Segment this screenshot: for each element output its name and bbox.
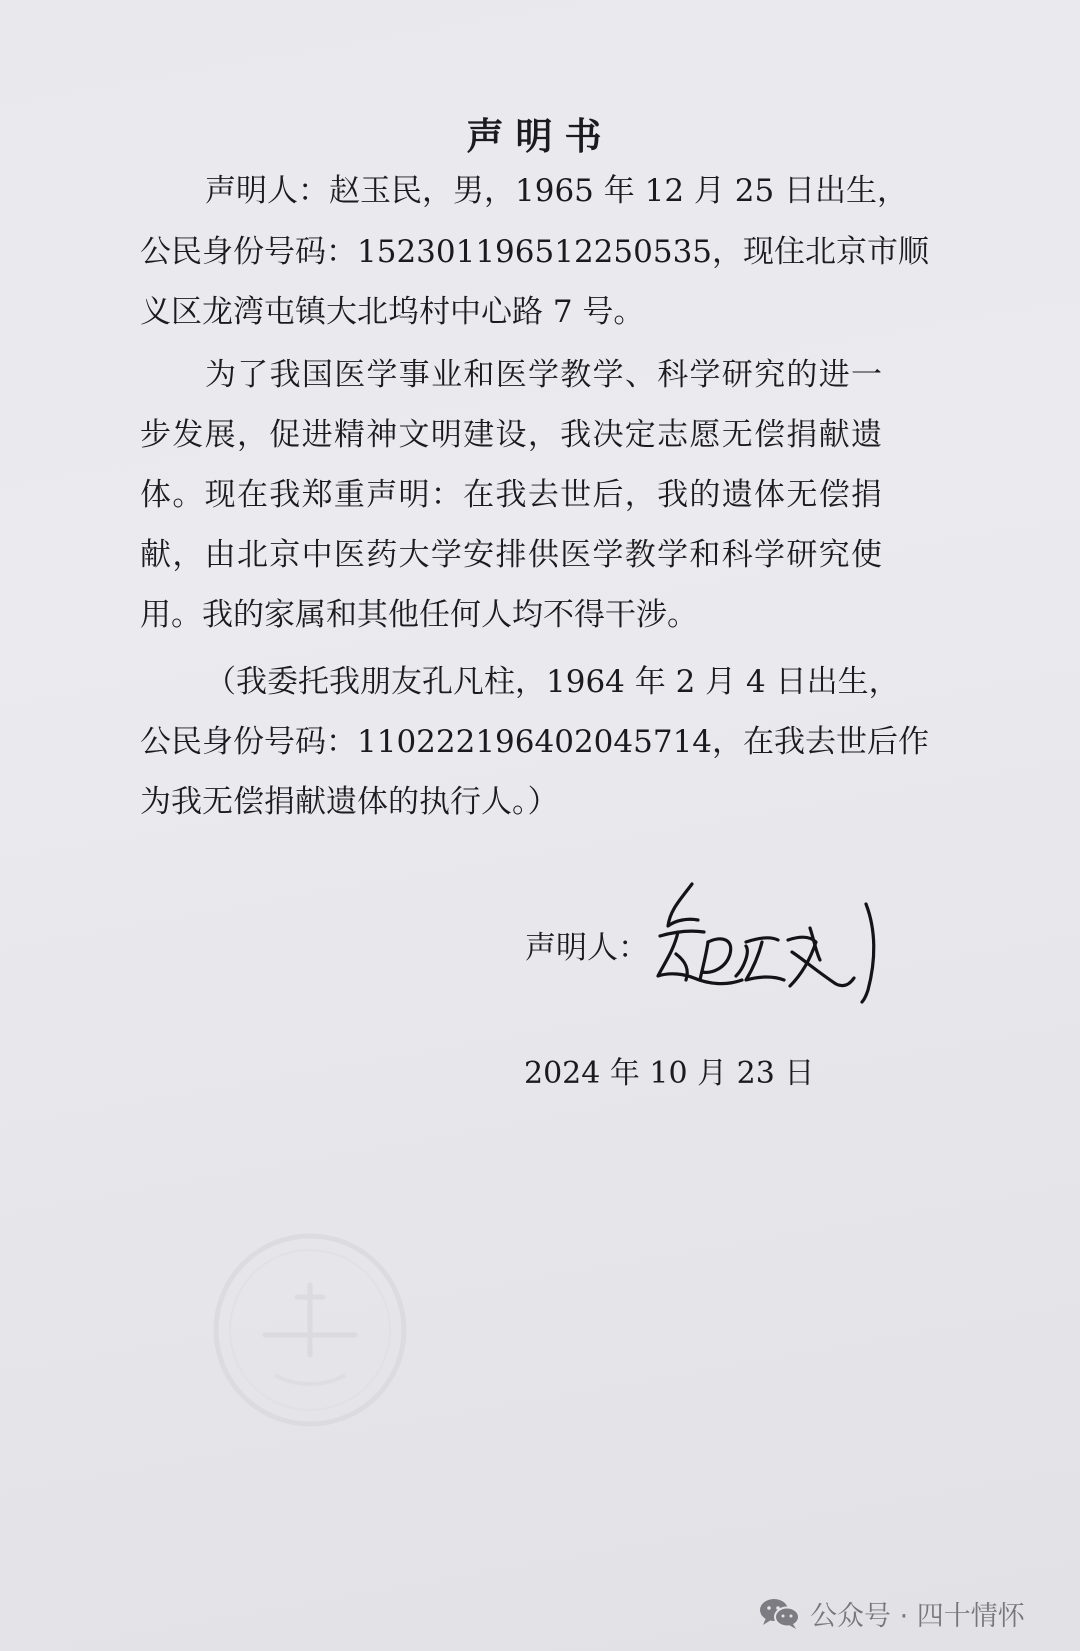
executor-line-1: （我委托我朋友孔凡柱，1964 年 2 月 4 日出生， bbox=[205, 664, 900, 700]
statement-line-1: 为了我国医学事业和医学教学、科学研究的进一 bbox=[205, 357, 882, 393]
statement-line-2: 步发展，促进精神文明建设，我决定志愿无偿捐献遗 bbox=[140, 417, 882, 453]
watermark-text: 公众号 · 四十情怀 bbox=[810, 1600, 1025, 1632]
embossed-seal bbox=[205, 1225, 415, 1435]
handwritten-signature bbox=[650, 880, 880, 1025]
watermark bbox=[758, 1593, 1025, 1633]
statement-line-4: 献，由北京中医药大学安排供医学教学和科学研究使 bbox=[140, 537, 882, 573]
declarant-line-2: 公民身份号码：152301196512250535，现住北京市顺 bbox=[140, 234, 930, 270]
declarant-line-3: 义区龙湾屯镇大北坞村中心路 7 号。 bbox=[140, 294, 645, 330]
executor-line-3: 为我无偿捐献遗体的执行人。） bbox=[140, 784, 559, 820]
signing-date: 2024 年 10 月 23 日 bbox=[524, 1056, 815, 1091]
executor-line-2: 公民身份号码：110222196402045714，在我去世后作 bbox=[140, 724, 930, 760]
wechat-icon bbox=[758, 1596, 800, 1630]
document-title: 声明书 bbox=[466, 114, 614, 158]
signer-label: 声明人： bbox=[525, 930, 649, 966]
statement-line-3: 体。现在我郑重声明：在我去世后，我的遗体无偿捐 bbox=[140, 477, 882, 513]
declarant-line-1: 声明人：赵玉民，男，1965 年 12 月 25 日出生， bbox=[205, 173, 909, 209]
statement-line-5: 用。我的家属和其他任何人均不得干涉。 bbox=[140, 597, 698, 633]
